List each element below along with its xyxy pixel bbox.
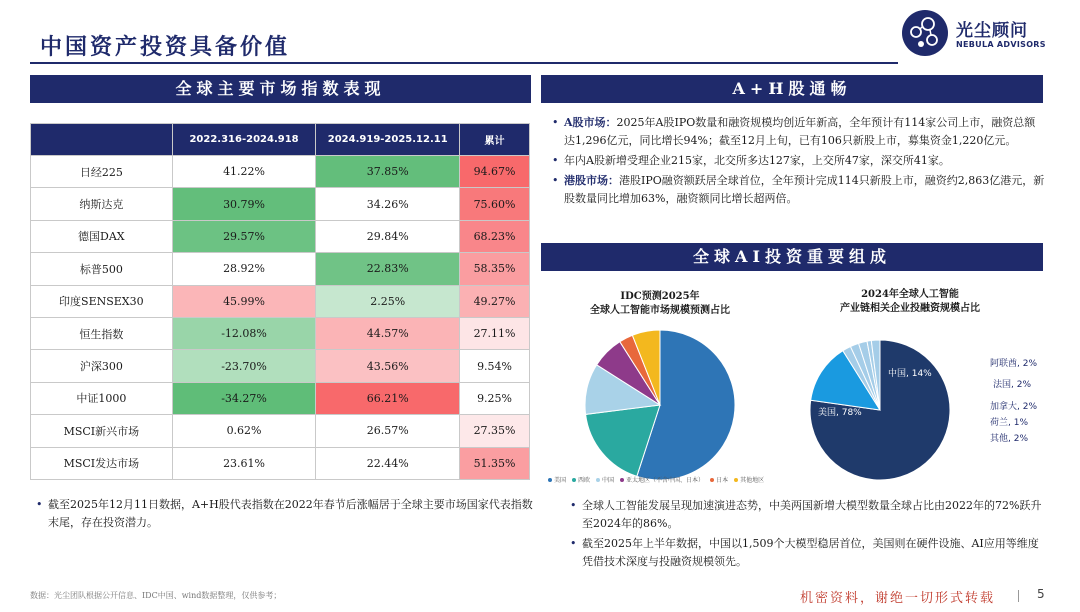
page-title: 中国资产投资具备价值	[40, 34, 291, 60]
index-value-cell: 68.23%	[460, 220, 530, 252]
table-row	[31, 188, 530, 220]
table-row	[31, 447, 530, 479]
index-performance-banner: 全球主要市场指数表现	[30, 75, 531, 103]
index-value-cell: 44.57%	[316, 317, 460, 349]
pie1-legend	[548, 475, 764, 484]
table-row	[31, 156, 530, 188]
legend-label: 西欧	[578, 477, 591, 484]
index-value-cell: 94.67%	[460, 156, 530, 188]
legend-label: 中国	[602, 477, 615, 484]
pie2-data-label: 荷兰, 1%	[990, 418, 1028, 428]
index-value-cell: 0.62%	[172, 415, 316, 447]
ai-bullet: • 截至2025年上半年数据，中国以1,509个大模型稳居首位，美国则在硬件设施、AI应用等维度凭借技术深度与投融资规模领先。	[568, 535, 1048, 571]
index-value-cell: 75.60%	[460, 188, 530, 220]
index-value-cell: 23.61%	[172, 447, 316, 479]
index-value-cell: -34.27%	[172, 382, 316, 414]
index-value-cell: 27.11%	[460, 317, 530, 349]
index-note	[34, 496, 534, 534]
index-value-cell: 34.26%	[316, 188, 460, 220]
table-row	[31, 220, 530, 252]
index-name-cell: 标普500	[31, 253, 173, 285]
legend-item	[572, 475, 590, 484]
page-number: 5	[1037, 587, 1045, 601]
legend-swatch	[548, 478, 552, 482]
index-name-cell: 沪深300	[31, 350, 173, 382]
legend-swatch	[596, 478, 600, 482]
index-value-cell: 2.25%	[316, 285, 460, 317]
legend-item	[710, 475, 728, 484]
index-value-cell: 22.83%	[316, 253, 460, 285]
table-header-row	[31, 124, 530, 156]
ah-bullet-hk	[550, 172, 1045, 208]
brand-logo	[900, 10, 1070, 60]
pie2-data-label: 美国, 78%	[818, 408, 862, 418]
pie2-data-label: 其他, 2%	[990, 434, 1028, 444]
title-underline	[30, 62, 898, 64]
brand-name-en: NEBULA ADVISORS	[956, 40, 1046, 49]
header-period2: 2024.919-2025.12.11	[316, 124, 460, 156]
index-name-cell: 纳斯达克	[31, 188, 173, 220]
index-value-cell: 30.79%	[172, 188, 316, 220]
market-share-pie	[585, 330, 735, 480]
index-value-cell: 49.27%	[460, 285, 530, 317]
chart1-title	[575, 290, 745, 318]
index-value-cell: 51.35%	[460, 447, 530, 479]
legend-swatch	[572, 478, 576, 482]
legend-swatch	[710, 478, 714, 482]
pie2-data-label: 法国, 2%	[993, 380, 1031, 390]
index-name-cell: MSCI发达市场	[31, 447, 173, 479]
confidential-notice: 机密资料，谢绝一切形式转载	[800, 591, 996, 606]
header-total: 累计	[460, 124, 530, 156]
index-name-cell: MSCI新兴市场	[31, 415, 173, 447]
index-name-cell: 德国DAX	[31, 220, 173, 252]
legend-label: 其他地区	[740, 477, 765, 484]
table-row	[31, 382, 530, 414]
pie2-data-label: 阿联酋, 2%	[990, 359, 1037, 369]
index-value-cell: 37.85%	[316, 156, 460, 188]
pie2-data-label: 中国, 14%	[888, 369, 932, 379]
ah-bullet-label: A股市场：	[564, 116, 617, 129]
table-row	[31, 285, 530, 317]
index-value-cell: 29.57%	[172, 220, 316, 252]
nebula-logo-icon	[902, 10, 948, 56]
index-name-cell: 日经225	[31, 156, 173, 188]
index-name-cell: 恒生指数	[31, 317, 173, 349]
index-value-cell: 29.84%	[316, 220, 460, 252]
chart2-title	[800, 288, 1020, 316]
index-value-cell: 27.35%	[460, 415, 530, 447]
legend-item	[734, 475, 764, 484]
index-value-cell: 41.22%	[172, 156, 316, 188]
ah-bullet-text: 2025年A股IPO数量和融资规模均创近年新高，全年预计有114家公司上市，融资总额达1,296亿元，同比增长94%；截至12月上旬，已有106只新股上市，募集资金1,220亿元。	[564, 116, 1036, 147]
ah-bullet-text: 年内A股新增受理企业215家，北交所多达127家，上交所47家，深交所41家。	[564, 154, 950, 167]
data-source-note: 数据：光尘团队根据公开信息、IDC中国、wind数据整理，仅供参考；	[30, 591, 282, 600]
index-value-cell: -23.70%	[172, 350, 316, 382]
ah-bullet-a-share	[550, 114, 1045, 150]
ah-bullets	[550, 114, 1045, 210]
table-row	[31, 350, 530, 382]
index-value-cell: 45.99%	[172, 285, 316, 317]
index-value-cell: -12.08%	[172, 317, 316, 349]
chart2-title-line1: 2024年全球人工智能	[861, 289, 959, 300]
header-period1: 2022.316-2024.918	[172, 124, 316, 156]
legend-label: 日本	[716, 477, 729, 484]
brand-name: 光尘顾问	[956, 21, 1028, 41]
ah-bullet-exchanges	[550, 152, 1045, 170]
index-value-cell: 43.56%	[316, 350, 460, 382]
index-name-cell: 中证1000	[31, 382, 173, 414]
ai-investment-banner: 全球AI投资重要组成	[541, 243, 1043, 271]
header-blank	[31, 124, 173, 156]
table-row	[31, 415, 530, 447]
index-value-cell: 9.25%	[460, 382, 530, 414]
chart1-title-line1: IDC预测2025年	[620, 291, 700, 302]
ah-banner: A+H股通畅	[541, 75, 1043, 103]
ah-bullet-label: 港股市场：	[564, 174, 619, 187]
footer-divider	[1018, 590, 1019, 602]
index-value-cell: 9.54%	[460, 350, 530, 382]
ai-bullet: • 全球人工智能发展呈现加速演进态势，中美两国新增大模型数量全球占比由2022年的72%跃升至2024年的86%。	[568, 497, 1048, 533]
pie2-data-label: 加拿大, 2%	[990, 402, 1037, 412]
legend-label: 亚太地区（不含中国、日本）	[626, 477, 705, 484]
index-name-cell: 印度SENSEX30	[31, 285, 173, 317]
index-value-cell: 28.92%	[172, 253, 316, 285]
index-value-cell: 22.44%	[316, 447, 460, 479]
legend-swatch	[620, 478, 624, 482]
ah-bullet-text: 港股IPO融资额跃居全球首位，全年预计完成114只新股上市，融资约2,863亿港元，新股数量同比增加63%，融资额同比增长超两倍。	[564, 174, 1045, 205]
legend-item	[596, 475, 614, 484]
table-row	[31, 317, 530, 349]
index-value-cell: 66.21%	[316, 382, 460, 414]
ai-bullets	[568, 497, 1048, 573]
table-row	[31, 253, 530, 285]
legend-item	[620, 475, 704, 484]
index-note-item: • 截至2025年12月11日数据，A+H股代表指数在2022年春节后涨幅居于全球主要市场国家代表指数末尾，存在投资潜力。	[34, 496, 534, 532]
index-value-cell: 26.57%	[316, 415, 460, 447]
chart1-title-line2: 全球人工智能市场规模预测占比	[590, 305, 730, 316]
legend-item	[548, 475, 566, 484]
chart2-title-line2: 产业链相关企业投融资规模占比	[840, 303, 980, 314]
legend-label: 美国	[554, 477, 567, 484]
index-value-cell: 58.35%	[460, 253, 530, 285]
legend-swatch	[734, 478, 738, 482]
index-table	[30, 123, 530, 480]
